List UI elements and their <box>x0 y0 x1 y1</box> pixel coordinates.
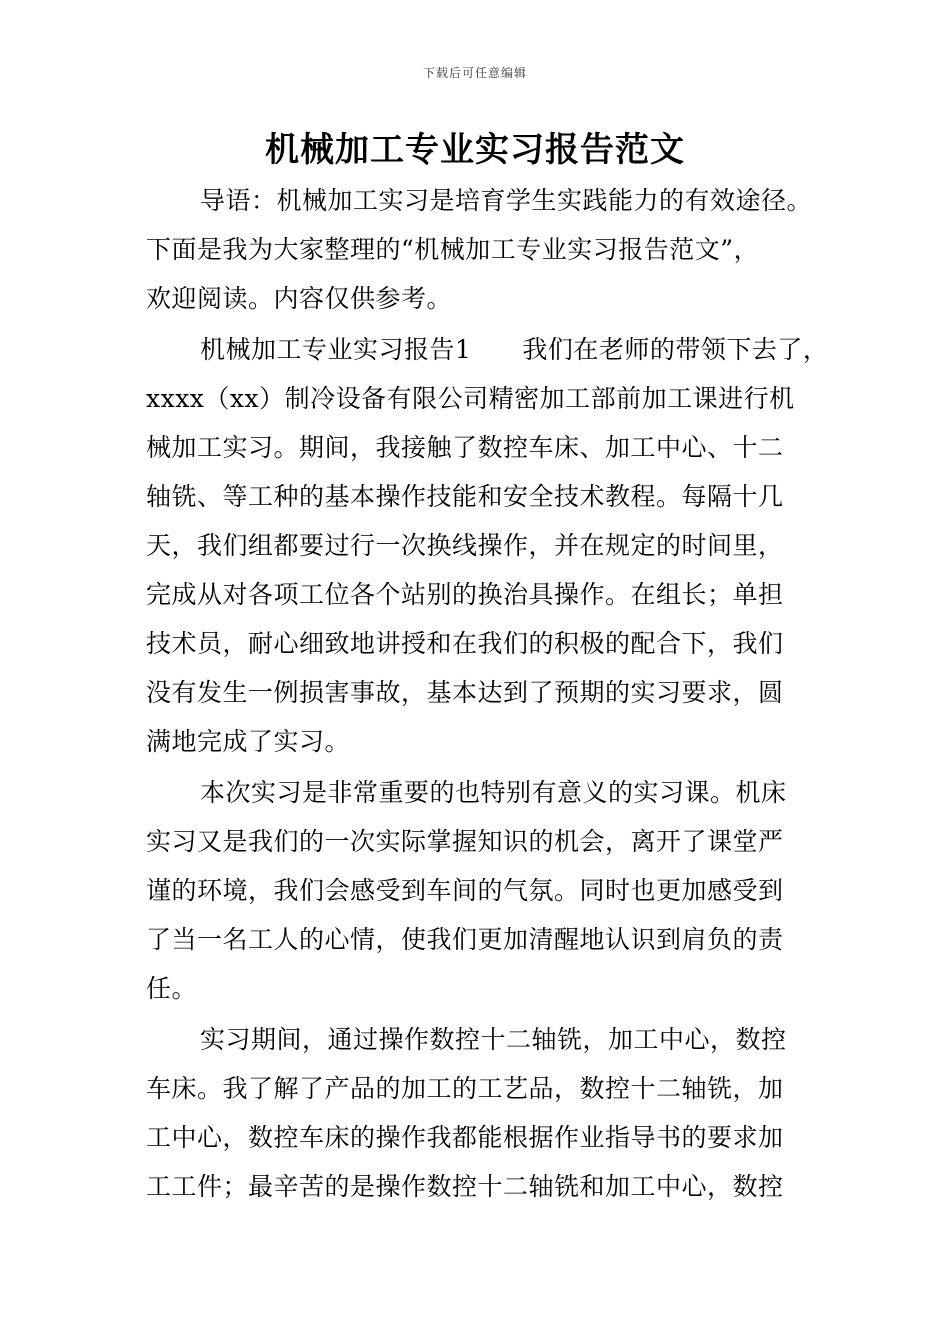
text-line: xxxx（xx）制冷设备有限公司精密加工部前加工课进行机 <box>146 384 795 413</box>
text-line: 导语：机械加工实习是培育学生实践能力的有效途径。 <box>200 186 813 215</box>
header-note: 下载后可任意编辑 <box>422 66 527 80</box>
text-line: 车床。我了解了产品的加工的工艺品，数控十二轴铣，加 <box>146 1074 784 1103</box>
text-line: 谨的环境，我们会感受到车间的气氛。同时也更加感受到 <box>146 876 784 905</box>
page-title: 机械加工专业实习报告范文 <box>265 130 685 170</box>
text-line: 轴铣、等工种的基本操作技能和安全技术教程。每隔十几 <box>146 482 784 511</box>
paragraph-practice <box>146 1015 826 1211</box>
text-line: 技术员，耐心细致地讲授和在我们的积极的配合下，我们 <box>146 629 784 658</box>
text-line: 实习又是我们的一次实际掌握知识的机会，离开了课堂严 <box>146 827 784 856</box>
paragraph-significance <box>146 768 826 1013</box>
text-line: 欢迎阅读。内容仅供参考。 <box>146 284 453 313</box>
text-line: 天，我们组都要过行一次换线操作，并在规定的时间里， <box>146 531 784 560</box>
text-line: 工中心，数控车床的操作我都能根据作业指导书的要求加 <box>146 1123 784 1152</box>
paragraph-intro <box>146 176 826 323</box>
text-line: 任。 <box>146 974 198 1003</box>
text-line: 本次实习是非常重要的也特别有意义的实习课。机床 <box>200 778 787 807</box>
text-line: 没有发生一例损害事故，基本达到了预期的实习要求，圆 <box>146 678 784 707</box>
text-line: 满地完成了实习。 <box>146 727 351 756</box>
text-line: 械加工实习。期间，我接触了数控车床、加工中心、十二 <box>146 433 784 462</box>
text-line: 实习期间，通过操作数控十二轴铣，加工中心，数控 <box>200 1025 787 1054</box>
paragraph-report-1 <box>146 325 829 766</box>
text-line: 下面是我为大家整理的“机械加工专业实习报告范文”， <box>146 235 760 264</box>
text-line: 完成从对各项工位各个站别的换治具操作。在组长；单担 <box>146 580 784 609</box>
document-body <box>146 176 829 1211</box>
text-line: 工工件；最辛苦的是操作数控十二轴铣和加工中心，数控 <box>146 1172 784 1201</box>
text-line: 机械加工专业实习报告1 我们在老师的带领下去了， <box>200 335 829 364</box>
text-line: 了当一名工人的心情，使我们更加清醒地认识到肩负的责 <box>146 925 784 954</box>
